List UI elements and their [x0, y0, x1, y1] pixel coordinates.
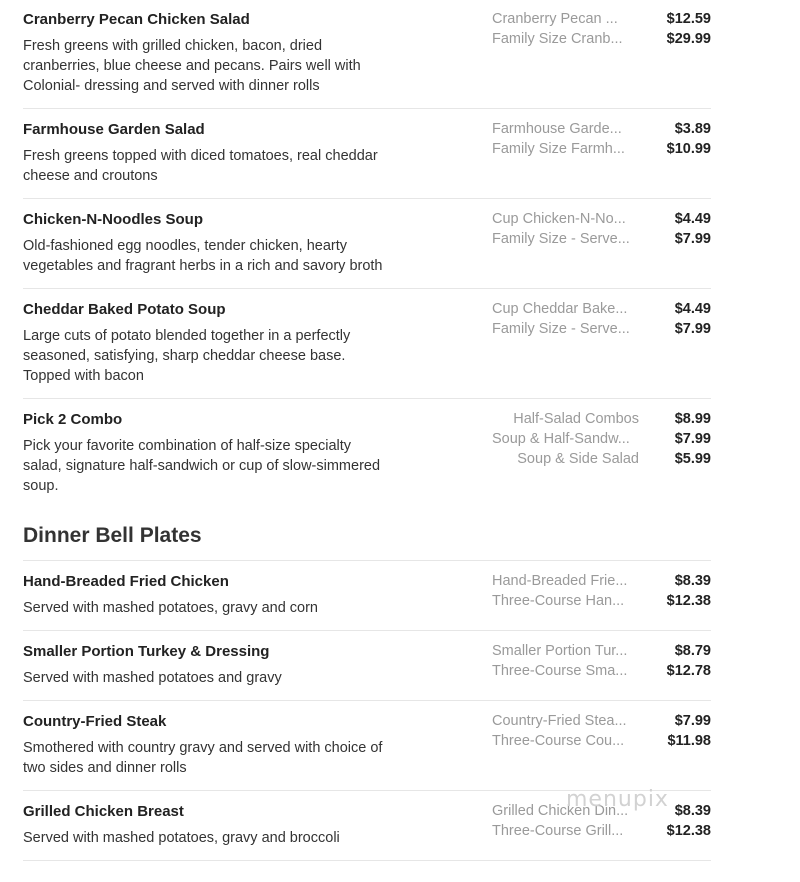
menu-item[interactable]: [23, 631, 711, 701]
price-variant: Three-Course Grill...: [492, 823, 624, 839]
price-value: $12.38: [666, 823, 711, 839]
price-value: $11.98: [667, 733, 711, 749]
price-value: $12.38: [666, 593, 711, 609]
price-row: [491, 409, 711, 429]
price-variant: Hand-Breaded Frie...: [492, 573, 628, 589]
price-list: [491, 409, 711, 469]
menu-items-dinner: [23, 561, 711, 861]
price-list: [491, 641, 711, 681]
item-name: Pick 2 Combo: [23, 411, 123, 428]
item-name: Grilled Chicken Breast: [23, 803, 184, 820]
price-value: $3.89: [674, 121, 711, 137]
item-name: Farmhouse Garden Salad: [23, 121, 205, 138]
price-value: $7.99: [674, 321, 711, 337]
price-variant: Three-Course Cou...: [492, 733, 625, 749]
menu-item[interactable]: [23, 701, 711, 791]
price-variant: Three-Course Sma...: [492, 663, 628, 679]
menu: [23, 0, 711, 861]
price-row: [491, 821, 711, 841]
price-list: [491, 9, 711, 49]
item-name: Country-Fried Steak: [23, 713, 167, 730]
item-description: Served with mashed potatoes, gravy and corn: [23, 600, 318, 616]
price-variant: Family Size Farmh...: [492, 141, 625, 157]
price-list: [491, 299, 711, 339]
menu-item[interactable]: [23, 109, 711, 199]
item-description: Pick your favorite combination of half-size specialty salad, signature half-sandwich or cup of slow-simmered soup.: [23, 438, 381, 494]
price-variant: Cup Chicken-N-No...: [492, 211, 626, 227]
price-value: $12.78: [666, 663, 711, 679]
price-list: [491, 571, 711, 611]
price-variant: Three-Course Han...: [492, 593, 625, 609]
item-description: Served with mashed potatoes and gravy: [23, 670, 282, 686]
price-value: $4.49: [674, 301, 711, 317]
price-row: [491, 731, 711, 751]
price-list: [491, 119, 711, 159]
price-row: [491, 229, 711, 249]
item-name: Cranberry Pecan Chicken Salad: [23, 11, 250, 28]
price-value: $8.99: [674, 411, 711, 427]
price-row: [491, 641, 711, 661]
price-value: $8.39: [674, 803, 711, 819]
price-variant: Country-Fried Stea...: [492, 713, 627, 729]
menu-item[interactable]: [23, 399, 711, 508]
price-variant: Farmhouse Garde...: [492, 121, 622, 137]
item-description: Served with mashed potatoes, gravy and broccoli: [23, 830, 340, 846]
price-row: [491, 29, 711, 49]
price-value: $7.99: [674, 713, 711, 729]
price-variant: Family Size - Serve...: [492, 231, 630, 247]
section-title: Dinner Bell Plates: [23, 508, 711, 561]
menu-item[interactable]: [23, 199, 711, 289]
price-variant: Half-Salad Combos: [513, 411, 639, 427]
price-value: $7.99: [674, 431, 711, 447]
price-variant: Cup Cheddar Bake...: [492, 301, 628, 317]
price-value: $8.79: [674, 643, 711, 659]
price-variant: Soup & Half-Sandw...: [492, 431, 630, 447]
watermark-logo: menupix: [566, 787, 669, 812]
item-description: Fresh greens topped with diced tomatoes, real cheddar cheese and croutons: [23, 148, 378, 184]
price-variant: Cranberry Pecan ...: [492, 11, 618, 27]
price-value: $4.49: [674, 211, 711, 227]
item-name: Smaller Portion Turkey & Dressing: [23, 643, 270, 660]
price-row: [491, 209, 711, 229]
item-name: Hand-Breaded Fried Chicken: [23, 573, 229, 590]
price-variant: Smaller Portion Tur...: [492, 643, 628, 659]
item-name: Cheddar Baked Potato Soup: [23, 301, 226, 318]
menu-item[interactable]: [23, 289, 711, 399]
price-list: [491, 711, 711, 751]
price-variant: Family Size Cranb...: [492, 31, 623, 47]
price-value: $12.59: [666, 11, 711, 27]
price-row: [491, 449, 711, 469]
price-value: $29.99: [666, 31, 711, 47]
menu-item[interactable]: [23, 0, 711, 109]
item-name: Chicken-N-Noodles Soup: [23, 211, 204, 228]
price-variant: Grilled Chicken Din...: [492, 803, 629, 819]
price-value: $7.99: [674, 231, 711, 247]
price-row: [491, 299, 711, 319]
price-row: [491, 429, 711, 449]
menu-item[interactable]: [23, 561, 711, 631]
price-row: [491, 571, 711, 591]
price-variant: Soup & Side Salad: [517, 451, 639, 467]
price-row: [491, 9, 711, 29]
price-list: [491, 209, 711, 249]
price-row: [491, 711, 711, 731]
price-value: $10.99: [666, 141, 711, 157]
item-description: Fresh greens with grilled chicken, bacon, dried cranberries, blue cheese and pecans. Pairs well with Colonial- dressing and served with dinner rolls: [23, 38, 361, 94]
price-variant: Family Size - Serve...: [492, 321, 630, 337]
price-row: [491, 591, 711, 611]
price-value: $5.99: [674, 451, 711, 467]
price-row: [491, 661, 711, 681]
item-description: Large cuts of potato blended together in a perfectly seasoned, satisfying, sharp cheddar cheese base. Topped with bacon: [23, 328, 351, 384]
price-row: [491, 319, 711, 339]
price-row: [491, 139, 711, 159]
menu-items-top: [23, 0, 711, 508]
price-row: [491, 119, 711, 139]
item-description: Smothered with country gravy and served with choice of two sides and dinner rolls: [23, 740, 383, 776]
item-description: Old-fashioned egg noodles, tender chicken, hearty vegetables and fragrant herbs in a rich and savory broth: [23, 238, 383, 274]
price-value: $8.39: [674, 573, 711, 589]
